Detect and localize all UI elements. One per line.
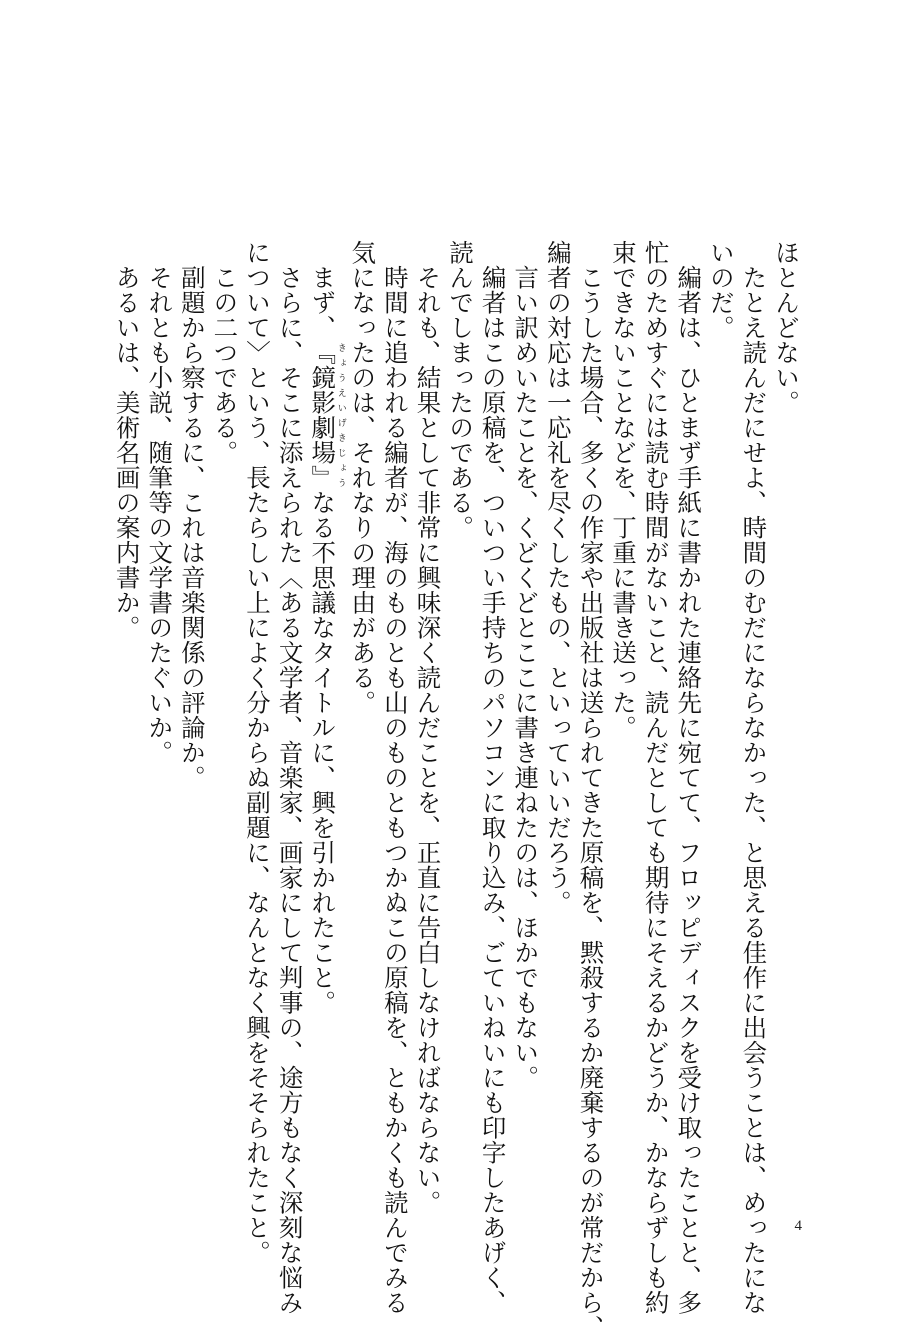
text-line: 編者はこの原稿を、ついつい手持ちのパソコンに取り込み、ごていねいにも印字したあげく、	[478, 240, 508, 1315]
text-line: 気になったのは、それなりの理由がある。	[348, 240, 378, 715]
ruby-line-after: なる不思議なタイトルに、興を引かれたこと。	[308, 490, 338, 1015]
text-line: さらに、そこに添えられた〈ある文学者、音楽家、画家にして判事の、途方もなく深刻な悩み	[275, 240, 305, 1315]
text-line: それも、結果として非常に興味深く読んだことを、正直に告白しなければならない。	[413, 240, 443, 1215]
text-line: について〉という、長たらしい上によく分からぬ副題に、なんとなく興をそそられたこと。	[243, 240, 272, 1265]
title-with-ruby	[308, 340, 346, 490]
text-line: この二つである。	[210, 240, 240, 465]
text-line: 忙のためすぐには読む時間がないこと、読んだとしても期待にそえるかどうか、かならずしも約	[641, 240, 671, 1315]
text-line: あるいは、美術名画の案内書か。	[112, 240, 142, 640]
text-line: 編者は、ひとまず手紙に書かれた連絡先に宛てて、フロッピディスクを受け取ったことと、多	[674, 240, 704, 1315]
text-line: 束できないことなどを、丁重に書き送った。	[609, 240, 639, 740]
text-line: 言い訳めいたことを、くどくどとここに書き連ねたのは、ほかでもない。	[511, 240, 541, 1090]
text-line: 読んでしまったのである。	[446, 240, 476, 540]
ruby-reading: きょうえいげきじょう	[335, 340, 346, 490]
ruby-base: 『鏡影劇場』	[308, 340, 338, 490]
text-line: こうした場合、多くの作家や出版社は送られてきた原稿を、黙殺するか廃棄するのが常だから、	[576, 240, 606, 1340]
text-line: たとえ読んだにせよ、時間のむだにならなかった、と思える佳作に出会うことは、めったにな	[739, 240, 769, 1315]
text-line: 編者の対応は一応礼を尽くしたもの、といっていいだろう。	[543, 240, 573, 915]
text-line: 時間に追われる編者が、海のものとも山のものともつかぬこの原稿を、ともかくも読んでみる	[380, 240, 410, 1315]
text-line-with-ruby	[306, 240, 346, 1200]
vertical-body-text	[110, 240, 802, 1340]
text-line: それとも小説、随筆等の文学書のたぐいか。	[145, 240, 175, 765]
text-line: いのだ。	[706, 240, 736, 340]
text-line: ほとんどない。	[772, 240, 801, 415]
ruby-line-before: まず、	[308, 240, 338, 340]
page-number: 4	[794, 1218, 802, 1234]
text-line: 副題から察するに、これは音楽関係の評論か。	[177, 240, 207, 790]
